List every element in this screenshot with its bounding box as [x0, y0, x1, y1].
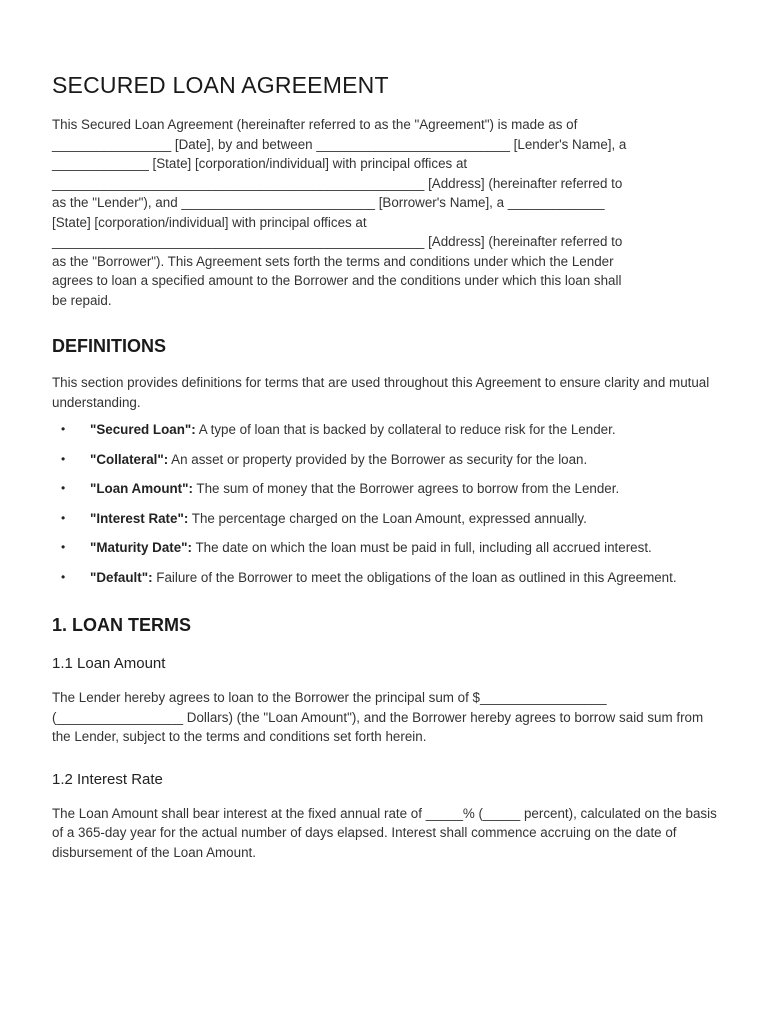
list-item [52, 538, 724, 558]
bullet-icon: • [61, 422, 66, 436]
definition-text: A type of loan that is backed by collateral to reduce risk for the Lender. [195, 422, 616, 437]
list-item [52, 479, 724, 499]
definition-term: "Default": [90, 569, 153, 585]
bullet-icon: • [61, 540, 66, 554]
intro-paragraph: This Secured Loan Agreement (hereinafter referred to as the "Agreement") is made as of ________________ [Date], by and between __________________________ [Lender's Name], a _____________ [State] [corporation/individual] with principal offices at __________________________________________________ [Address] (hereinafter referred to as the "Lender"), and __________________________ [Borrower's Name], a _____________ [State] [corporation/individual] with principal offices at __________________________________________________ [Address] (hereinafter referred to as the "Borrower"). This Agreement sets forth the terms and conditions under which the Lender agrees to loan a specified amount to the Borrower and the conditions under which this loan shall be repaid. [52, 117, 627, 308]
bullet-icon: • [61, 451, 66, 466]
definition-text: Failure of the Borrower to meet the obligations of the loan as outlined in this Agreement. [152, 569, 677, 585]
definition-text: The date on which the loan must be paid in full, including all accrued interest. [191, 540, 652, 555]
list-item [52, 420, 724, 440]
definition-term: "Maturity Date": [90, 540, 192, 555]
loan-amount-paragraph: The Lender hereby agrees to loan to the Borrower the principal sum of $_________________ (_________________ Dollars) (the "Loan Amount"), and the Borrower hereby agrees to borrow said sum from the Lender, subject to the terms and conditions set forth herein. [52, 690, 704, 744]
list-item [52, 509, 724, 529]
interest-rate-paragraph: The Loan Amount shall bear interest at the fixed annual rate of _____% (_____ percent), calculated on the basis of a 365-day year for the actual number of days elapsed. Interest shall commence accruing on the date of disbursement of the Loan Amount. [52, 805, 717, 860]
definition-term: "Interest Rate": [90, 510, 189, 526]
definitions-intro: This section provides definitions for terms that are used throughout this Agreement to ensure clarity and mutual understanding. [52, 375, 710, 410]
definition-term: "Collateral": [90, 451, 169, 467]
bullet-icon: • [61, 510, 66, 525]
bullet-icon: • [61, 481, 66, 495]
definition-term: "Secured Loan": [90, 422, 196, 437]
definition-text: The sum of money that the Borrower agrees to borrow from the Lender. [192, 481, 620, 496]
definition-text: The percentage charged on the Loan Amount, expressed annually. [188, 510, 587, 526]
interest-rate-heading: 1.2 Interest Rate [52, 770, 163, 788]
definitions-list [52, 420, 724, 587]
bullet-icon: • [61, 569, 66, 584]
document-title: SECURED LOAN AGREEMENT [52, 72, 389, 98]
loan-amount-heading: 1.1 Loan Amount [52, 655, 166, 672]
definition-text: An asset or property provided by the Borrower as security for the loan. [168, 451, 588, 467]
list-item [52, 450, 724, 470]
loan-terms-heading: 1. LOAN TERMS [52, 615, 192, 635]
list-item [52, 568, 724, 588]
definitions-heading: DEFINITIONS [52, 336, 167, 356]
document-page [52, 70, 724, 862]
definition-term: "Loan Amount": [90, 481, 193, 496]
